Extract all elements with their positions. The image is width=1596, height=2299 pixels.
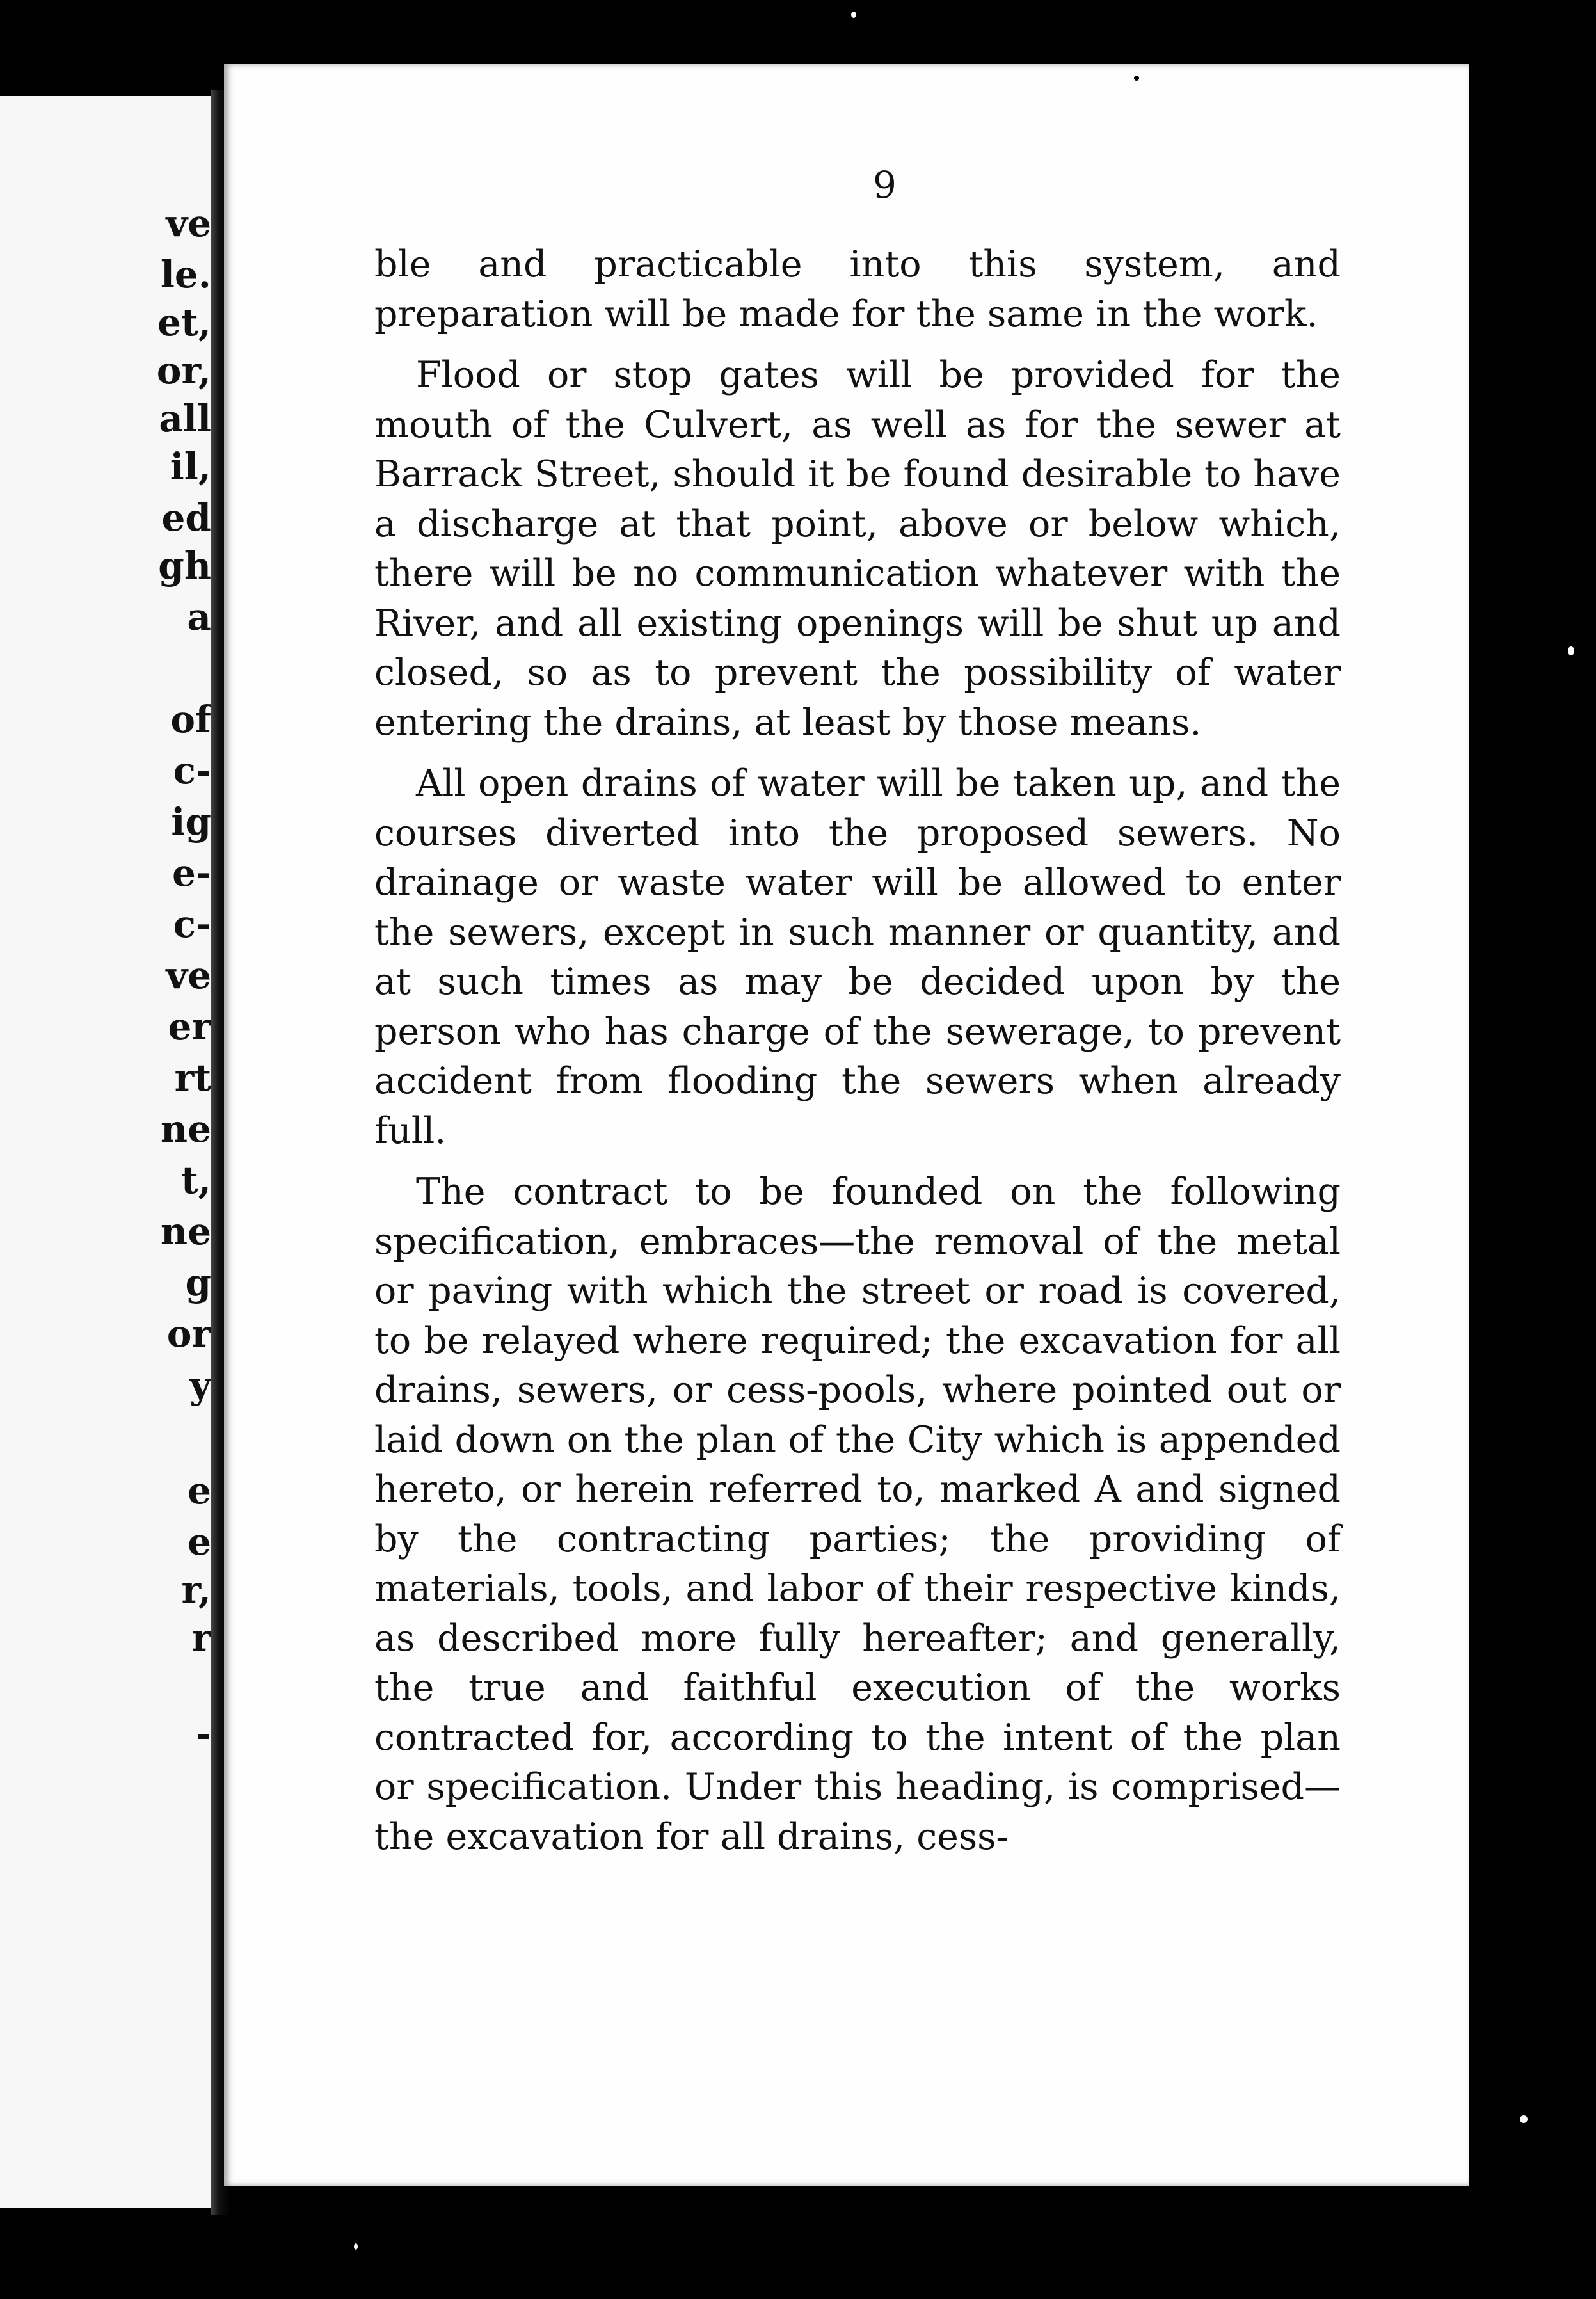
facing-page-text: of [170, 698, 211, 741]
facing-page-text: et, [157, 301, 211, 344]
facing-page-text: c- [173, 749, 211, 792]
facing-page-text: or, [156, 349, 211, 392]
facing-page-text: e [188, 1520, 211, 1564]
facing-page-text: all [159, 397, 211, 440]
facing-page-text: r, [181, 1568, 211, 1612]
document-page [224, 64, 1469, 2186]
facing-page-text: ve [166, 202, 211, 245]
paragraph-continuation: ble and practicable into this system, and preparation will be made for the same in the work. [374, 243, 1341, 335]
paragraph-open-drains: All open drains of water will be taken up, and the courses diverted into the proposed sewers. No drainage or waste water will be allowed to enter the sewers, except in such manner or quantity, and at such times as may be decided upon by the person who has charge of the sewerage, to prevent accident from flooding the sewers when already full. [374, 762, 1341, 1152]
facing-page-text: ed [161, 496, 211, 540]
scan-speck [1568, 646, 1574, 655]
facing-page-text: g [185, 1261, 211, 1304]
facing-page-text: e [188, 1469, 211, 1512]
facing-page-text: e- [172, 851, 211, 895]
paragraph-flood-gates: Flood or stop gates will be provided for the mouth of the Culvert, as well as for the sewer at Barrack Street, should it be found desirable to have a discharge at that point, above or below which, there will be no communication whatever with the River, and all existing openings will be shut up and closed, so as to prevent the possibility of water entering the drains, at least by those means. [374, 354, 1341, 744]
facing-page-text: ve [166, 954, 211, 997]
scan-speck [851, 12, 856, 18]
facing-page-text: il, [170, 445, 211, 488]
body-text [374, 240, 1341, 1873]
facing-page-text: le. [160, 253, 211, 296]
paragraph-contract: The contract to be founded on the following specification, embraces—the removal of the metal or paving with which the street or road is covered, to be relayed where required; the excavation for all drains, sewers, or cess-pools, where pointed out or laid down on the plan of the City which is appended hereto, or herein referred to, marked A and signed by the contracting parties; the providing of materials, tools, and labor of their respective kinds, as described more fully hereafter; and generally, the true and faithful execution of the works contracted for, according to the intent of the plan or specification. Under this heading, is comprised—the excavation for all drains, cess- [374, 1171, 1341, 1858]
facing-page-text: t, [181, 1158, 211, 1202]
scan-speck [1134, 76, 1139, 81]
facing-page-text: ne [160, 1210, 211, 1253]
facing-page-text: y [189, 1363, 211, 1407]
facing-page-text: a [187, 595, 211, 639]
facing-page-text: gh [158, 544, 211, 588]
facing-page-text: ig [171, 800, 211, 844]
facing-page-text: ne [160, 1107, 211, 1151]
facing-page-text: or [166, 1312, 211, 1356]
facing-page-text: r [191, 1616, 211, 1660]
facing-page-text: - [195, 1712, 211, 1756]
scan-speck [354, 2243, 358, 2250]
scan-speck [1520, 2115, 1528, 2123]
facing-page-text: c- [173, 902, 211, 946]
facing-page-fragment [0, 96, 218, 2208]
facing-page-text: rt [174, 1056, 211, 1100]
page-number: 9 [873, 163, 897, 207]
facing-page-text: er [168, 1005, 211, 1048]
